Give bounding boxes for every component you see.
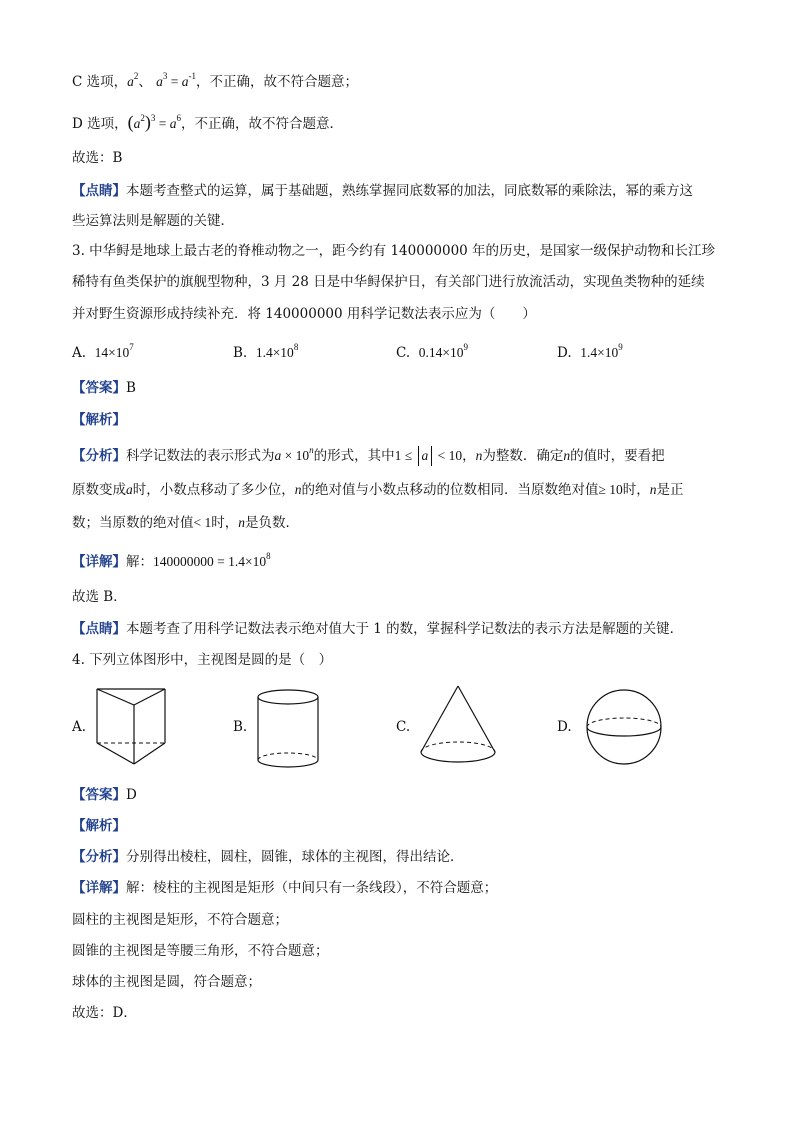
prev-point-line-1: 【点睛】本题考查整式的运算，属于基础题，熟练掌握同底数幂的加法，同底数幂的乘除法，幂的乘方这 xyxy=(72,183,693,199)
q4-option-c-label: C. xyxy=(396,719,411,735)
q3-stem-2: 稀特有鱼类保护的旗舰型物种，3 月 28 日是中华鲟保护日，有关部门进行放流活动，实现鱼类物种的延续 xyxy=(72,274,705,290)
q4-fenxi: 【分析】分别得出棱柱，圆柱，圆锥，球体的主视图，得出结论． xyxy=(72,849,464,865)
prev-choice: 故选：B xyxy=(72,150,123,166)
q3-choice: 故选 B． xyxy=(72,589,127,605)
q3-option-b: B. $1.4\times 10^8$ xyxy=(233,342,299,361)
q3-stem-1: 3. 中华鲟是地球上最古老的脊椎动物之一，距今约有 140000000 年的历史，是国家一级保护动物和长江珍 xyxy=(72,243,716,259)
q4-answer: 【答案】D xyxy=(72,787,137,803)
q4-option-b-label: B. xyxy=(233,719,248,735)
q3-option-a: A. $14\times 10^7$ xyxy=(72,342,134,361)
cone-figure xyxy=(418,684,498,770)
q4-detail-1: 【详解】解：棱柱的主视图是矩形（中间只有一条线段），不符合题意； xyxy=(72,880,498,896)
point-tag: 【点睛】 xyxy=(72,183,126,199)
q3-stem-3: 并对野生资源形成持续补充．将 140000000 用科学记数法表示应为（ ） xyxy=(72,306,536,322)
q3-option-c: C. $0.14\times 10^9$ xyxy=(396,342,468,361)
option-c-line: C 选项，$a^2$、 $a^3 = a^{-1}$，不正确，故不符合题意； xyxy=(72,71,359,90)
q3-fenxi-line-1: 【分析】科学记数法的表示形式为$a \times 10^n$的形式，其中1 ≤ a < 10，n为整数．确定n的值时，要看把 xyxy=(72,445,665,464)
q3-fenxi-line-2: 原数变成a时，小数点移动了多少位，n的绝对值与小数点移动的位数相同．当原数绝对值≥ 10时，n是正 xyxy=(72,482,684,498)
q4-detail-4: 球体的主视图是圆，符合题意； xyxy=(72,974,261,990)
q3-fenxi-line-3: 数；当原数的绝对值< 1时，n是负数． xyxy=(72,515,299,531)
q4-stem: 4. 下列立体图形中，主视图是圆的是（ ） xyxy=(72,652,333,668)
q3-detail: 【详解】解：$140000000 = 1.4\times 10^8$ xyxy=(72,551,271,570)
q3-answer: 【答案】B xyxy=(72,380,136,396)
triangular-prism-figure xyxy=(96,688,166,768)
q4-option-a-label: A. xyxy=(72,719,87,735)
sphere-figure xyxy=(584,689,664,765)
q4-choice: 故选：D． xyxy=(72,1005,137,1021)
q4-option-d-label: D. xyxy=(557,719,572,735)
prev-point-line-2: 些运算法则是解题的关键． xyxy=(72,213,234,229)
q3-point: 【点睛】本题考查了用科学记数法表示绝对值大于 1 的数，掌握科学记数法的表示方法是解题的关键． xyxy=(72,621,684,637)
q3-option-d: D. $1.4\times 10^9$ xyxy=(557,342,623,361)
option-d-line: D 选项，$(a^2)^3 = a^6$，不正确，故不符合题意． xyxy=(72,112,343,132)
q4-detail-3: 圆锥的主视图是等腰三角形，不符合题意； xyxy=(72,943,329,959)
q4-detail-2: 圆柱的主视图是矩形，不符合题意； xyxy=(72,912,288,928)
cylinder-figure xyxy=(256,688,320,770)
q3-analysis-heading: 【解析】 xyxy=(72,412,126,428)
q4-analysis-heading: 【解析】 xyxy=(72,818,126,834)
